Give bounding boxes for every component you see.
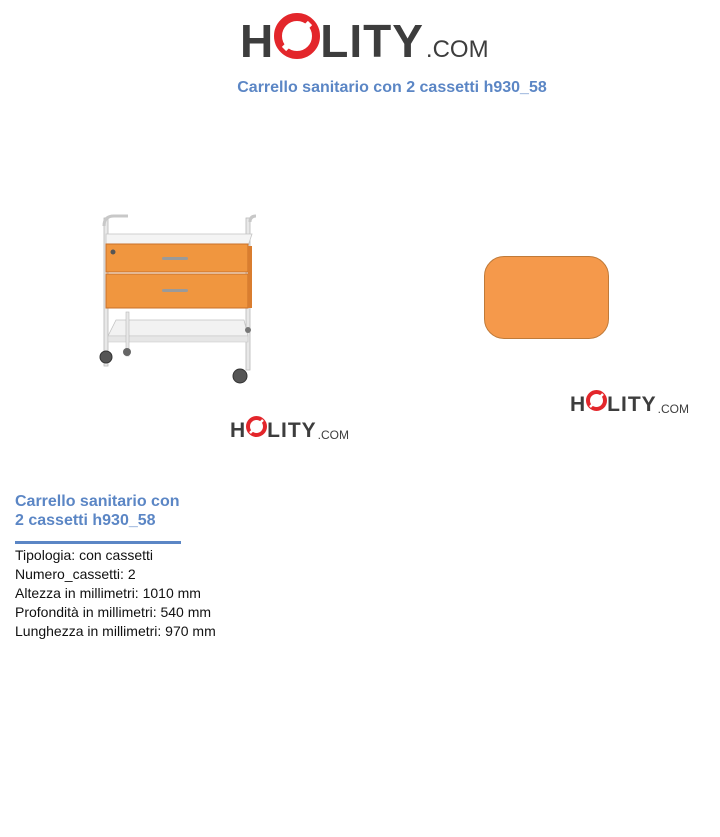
spec-tipologia: Tipologia: con cassetti [15,547,153,563]
logo-rest: LITY [607,393,657,416]
logo-h: H [240,15,275,67]
logo-rest: LITY [320,15,424,67]
logo-h: H [570,393,587,416]
title-underline [15,541,181,544]
logo-o-icon [246,416,267,442]
product-title-line2: 2 cassetti h930_58 [15,512,156,529]
logo-rest: LITY [267,419,317,442]
logo-h: H [230,419,247,442]
product-title [15,492,190,530]
brand-logo[interactable] [240,12,489,67]
logo-suffix: .COM [425,36,489,63]
page-title: Carrello sanitario con 2 cassetti h930_58 [237,79,547,96]
logo-suffix: .COM [317,428,350,442]
spec-list [15,546,216,641]
watermark-logo [570,390,689,416]
spec-profondita: Profondità in millimetri: 540 mm [15,604,212,620]
logo-o-icon [586,390,607,416]
spec-numero-cassetti: Numero_cassetti: 2 [15,566,136,582]
spec-altezza: Altezza in millimetri: 1010 mm [15,585,201,601]
logo-o-icon [274,13,320,64]
logo-suffix: .COM [657,402,690,416]
product-image [92,212,264,392]
product-title-line1: Carrello sanitario con [15,493,180,510]
spec-lunghezza: Lunghezza in millimetri: 970 mm [15,623,216,639]
watermark-logo [230,416,349,442]
color-swatch [484,256,609,339]
